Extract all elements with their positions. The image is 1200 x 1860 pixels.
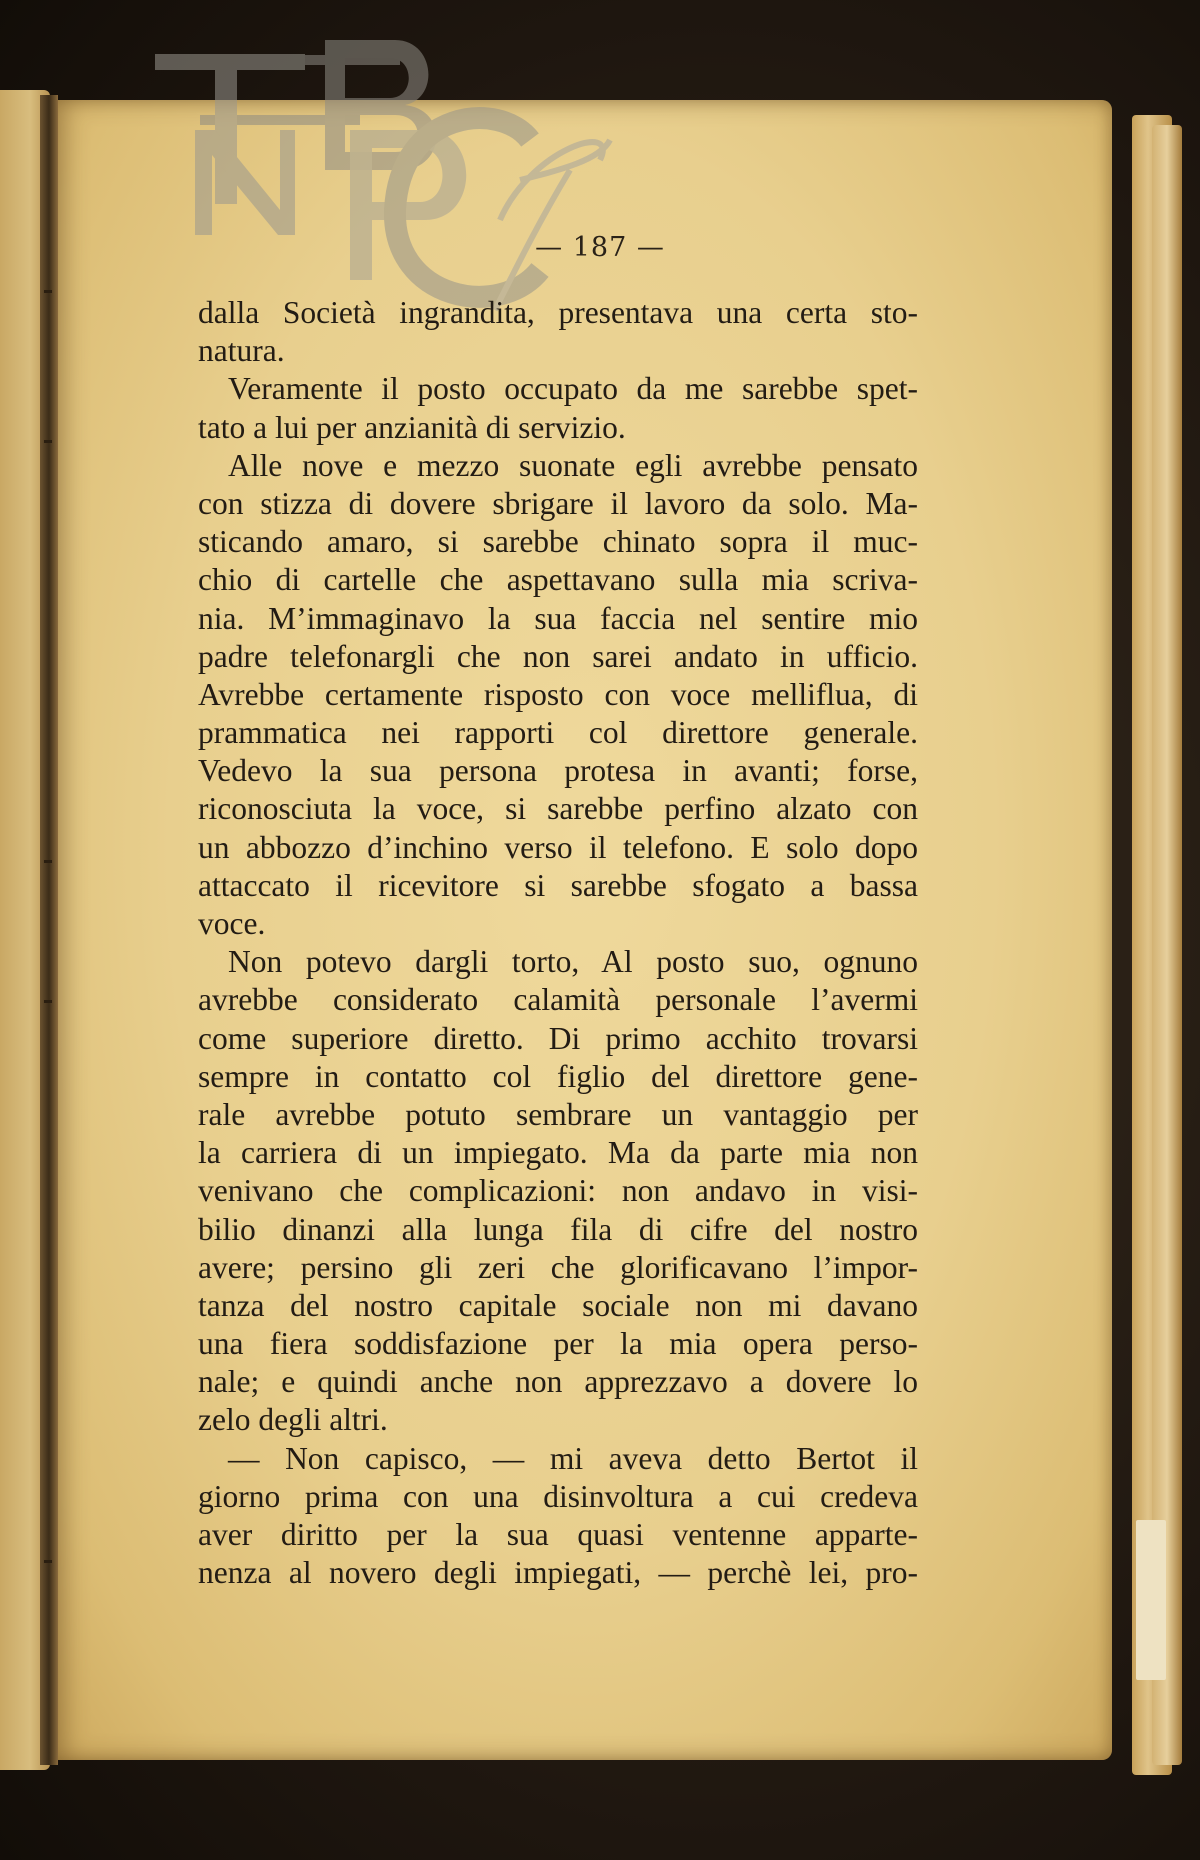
text-line: tanza del nostro capitale sociale non mi davano — [198, 1287, 918, 1323]
text-line: la carriera di un impiegato. Ma da parte mia non — [198, 1135, 918, 1171]
text-line: venivano che complicazioni: non andavo in visi- — [198, 1173, 918, 1209]
text-line: Vedevo la sua persona protesa in avanti; forse, — [198, 753, 918, 789]
text-line: nia. M’immaginavo la sua faccia nel sentire mio — [198, 600, 918, 636]
text-line: sempre in contatto col figlio del direttore gene- — [198, 1058, 918, 1094]
paper-slip — [1136, 1520, 1166, 1680]
text-line: Alle nove e mezzo suonate egli avrebbe pensato — [228, 447, 918, 483]
library-logo-watermark — [100, 20, 620, 320]
text-line: aver diritto per la sua quasi ventenne apparte- — [198, 1517, 918, 1552]
text-line: voce. — [198, 906, 266, 941]
page-stack-edge-inner — [1152, 125, 1182, 1765]
text-line: tato a lui per anzianità di servizio. — [198, 409, 626, 445]
text-line: chio di cartelle che aspettavano sulla mia scriva- — [198, 562, 918, 598]
binding-stitch — [44, 860, 52, 863]
binding-stitch — [44, 440, 52, 443]
text-line: prammatica nei rapporti col direttore generale. — [198, 715, 918, 751]
text-line: con stizza di dovere sbrigare il lavoro da solo. Ma- — [198, 485, 918, 521]
text-line: zelo degli altri. — [198, 1402, 388, 1438]
text-line: avere; persino gli zeri che glorificavano l’impor- — [198, 1249, 918, 1285]
binding-stitch — [44, 290, 52, 293]
text-line: nenza al novero degli impiegati, — perchè lei, pro- — [198, 1555, 918, 1591]
text-line: avrebbe considerato calamità personale l’avermi — [198, 982, 918, 1018]
text-line: Veramente il posto occupato da me sarebbe spet- — [228, 371, 918, 407]
text-line: una fiera soddisfazione per la mia opera perso- — [198, 1326, 918, 1362]
text-line: giorno prima con una disinvoltura a cui credeva — [198, 1478, 918, 1514]
book-gutter — [40, 95, 58, 1765]
page-number: — 187 — — [535, 232, 665, 263]
text-line: Avrebbe certamente risposto con voce melliflua, di — [198, 676, 918, 712]
text-line: — Non capisco, — mi aveva detto Bertot il — [228, 1440, 918, 1476]
binding-stitch — [44, 1000, 52, 1003]
text-line: bilio dinanzi alla lunga fila di cifre del nostro — [198, 1211, 918, 1247]
text-line: riconosciuta la voce, si sarebbe perfino alzato con — [198, 791, 918, 827]
text-line: natura. — [198, 333, 285, 369]
text-line: come superiore diretto. Di primo acchito trovarsi — [198, 1020, 918, 1056]
text-line: nale; e quindi anche non apprezzavo a dovere lo — [198, 1364, 918, 1400]
text-line: attaccato il ricevitore si sarebbe sfogato a bassa — [198, 867, 918, 903]
text-line: un abbozzo d’inchino verso il telefono. E solo dopo — [198, 829, 918, 865]
binding-stitch — [44, 1560, 52, 1563]
text-line: dalla Società ingrandita, presentava una certa sto- — [198, 295, 918, 330]
body-text — [198, 294, 918, 1592]
text-line: rale avrebbe potuto sembrare un vantaggio per — [198, 1096, 918, 1132]
text-line: padre telefonargli che non sarei andato in ufficio. — [198, 638, 918, 674]
text-line: sticando amaro, si sarebbe chinato sopra il muc- — [198, 524, 918, 560]
text-line: Non potevo dargli torto, Al posto suo, ognuno — [228, 944, 918, 980]
